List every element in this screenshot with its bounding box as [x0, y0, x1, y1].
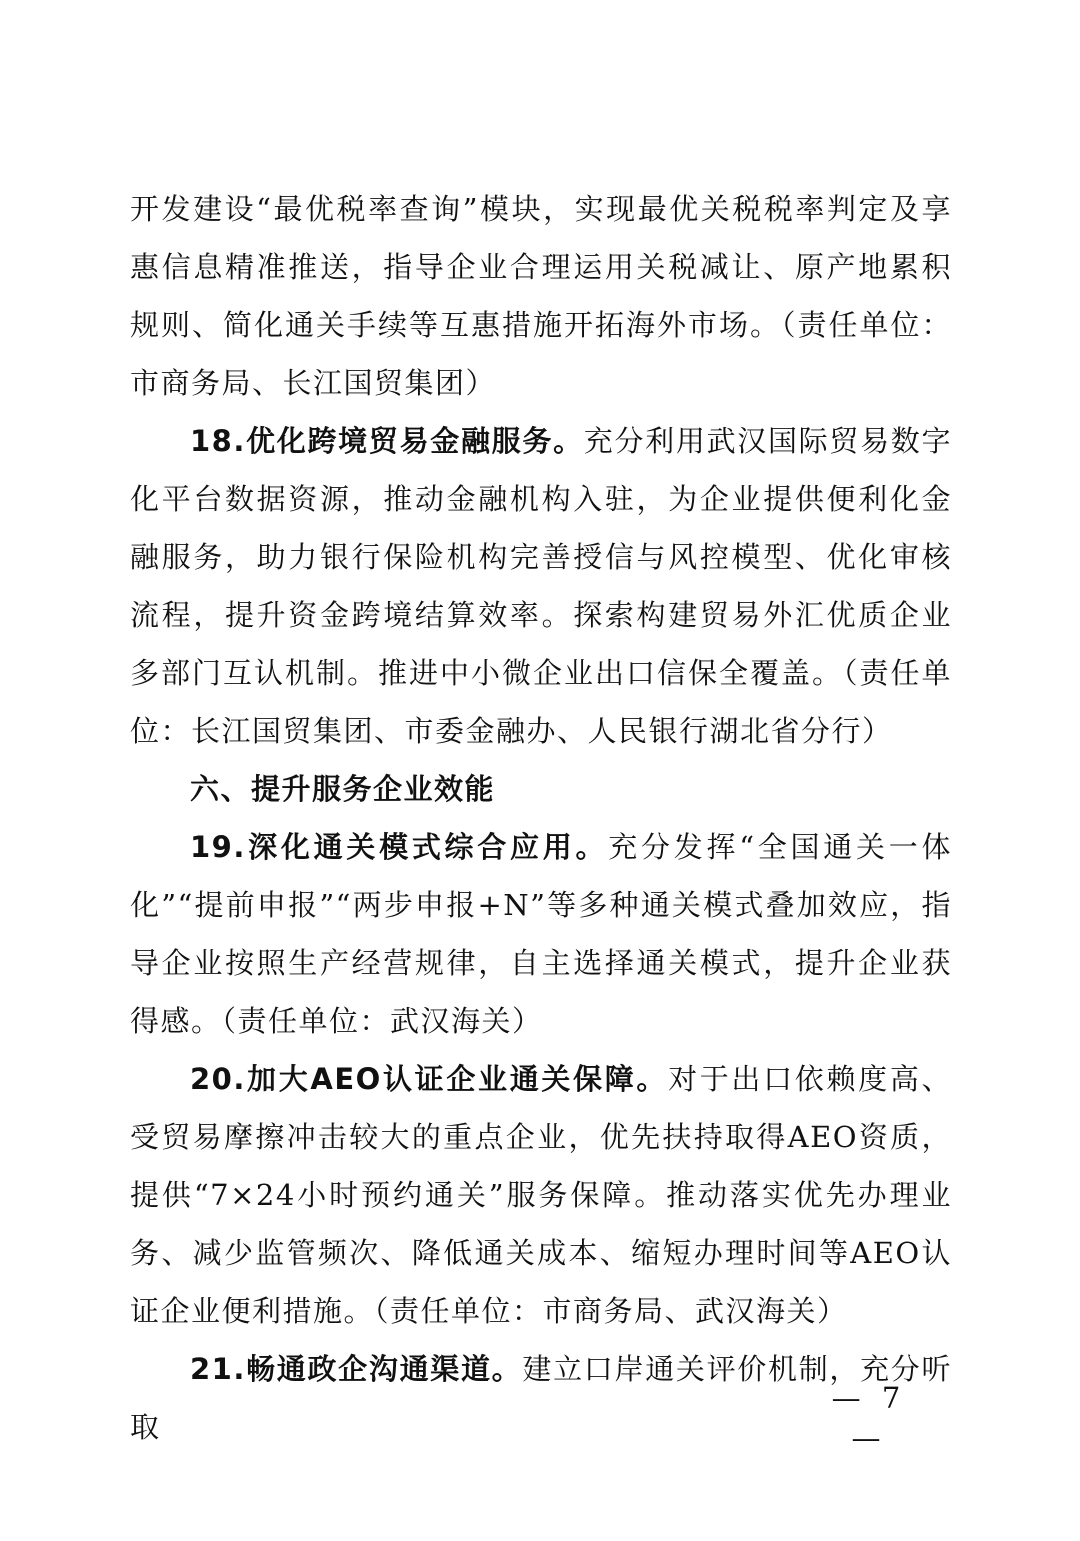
item-21-body: 建立口岸通关评价机制，充分听取	[130, 1352, 952, 1444]
paragraph-continuation	[130, 180, 952, 412]
item-19-title: 19.深化通关模式综合应用。	[190, 830, 609, 864]
page-number: — 7 —	[831, 1381, 907, 1455]
item-20-title: 20.加大AEO认证企业通关保障。	[190, 1062, 669, 1096]
paragraph-body: 开发建设“最优税率查询”模块，实现最优关税税率判定及享惠信息精准推送，指导企业合理运用关税减让、原产地累积规则、简化通关手续等互惠措施开拓海外市场。（责任单位：市商务局、长江国贸集团）	[130, 192, 952, 400]
item-18-body: 充分利用武汉国际贸易数字化平台数据资源，推动金融机构入驻，为企业提供便利化金融服务，助力银行保险机构完善授信与风控模型、优化审核流程，提升资金跨境结算效率。探索构建贸易外汇优质企业多部门互认机制。推进中小微企业出口信保全覆盖。（责任单位：长江国贸集团、市委金融办、人民银行湖北省分行）	[130, 424, 952, 748]
section-heading-6: 六、提升服务企业效能	[190, 772, 496, 806]
paragraph-item-19	[130, 818, 952, 1050]
paragraph-item-20	[130, 1050, 952, 1340]
document-body	[130, 180, 952, 1456]
item-18-title: 18.优化跨境贸易金融服务。	[190, 424, 584, 458]
item-20-body: 对于出口依赖度高、受贸易摩擦冲击较大的重点企业，优先扶持取得AEO资质，提供“7×24小时预约通关”服务保障。推动落实优先办理业务、减少监管频次、降低通关成本、缩短办理时间等AEO认证企业便利措施。（责任单位：市商务局、武汉海关）	[130, 1062, 952, 1328]
paragraph-item-18	[130, 412, 952, 760]
item-21-title: 21.畅通政企沟通渠道。	[190, 1352, 523, 1386]
item-19-body: 充分发挥“全国通关一体化”“提前申报”“两步申报+N”等多种通关模式叠加效应，指导企业按照生产经营规律，自主选择通关模式，提升企业获得感。（责任单位：武汉海关）	[130, 830, 952, 1038]
